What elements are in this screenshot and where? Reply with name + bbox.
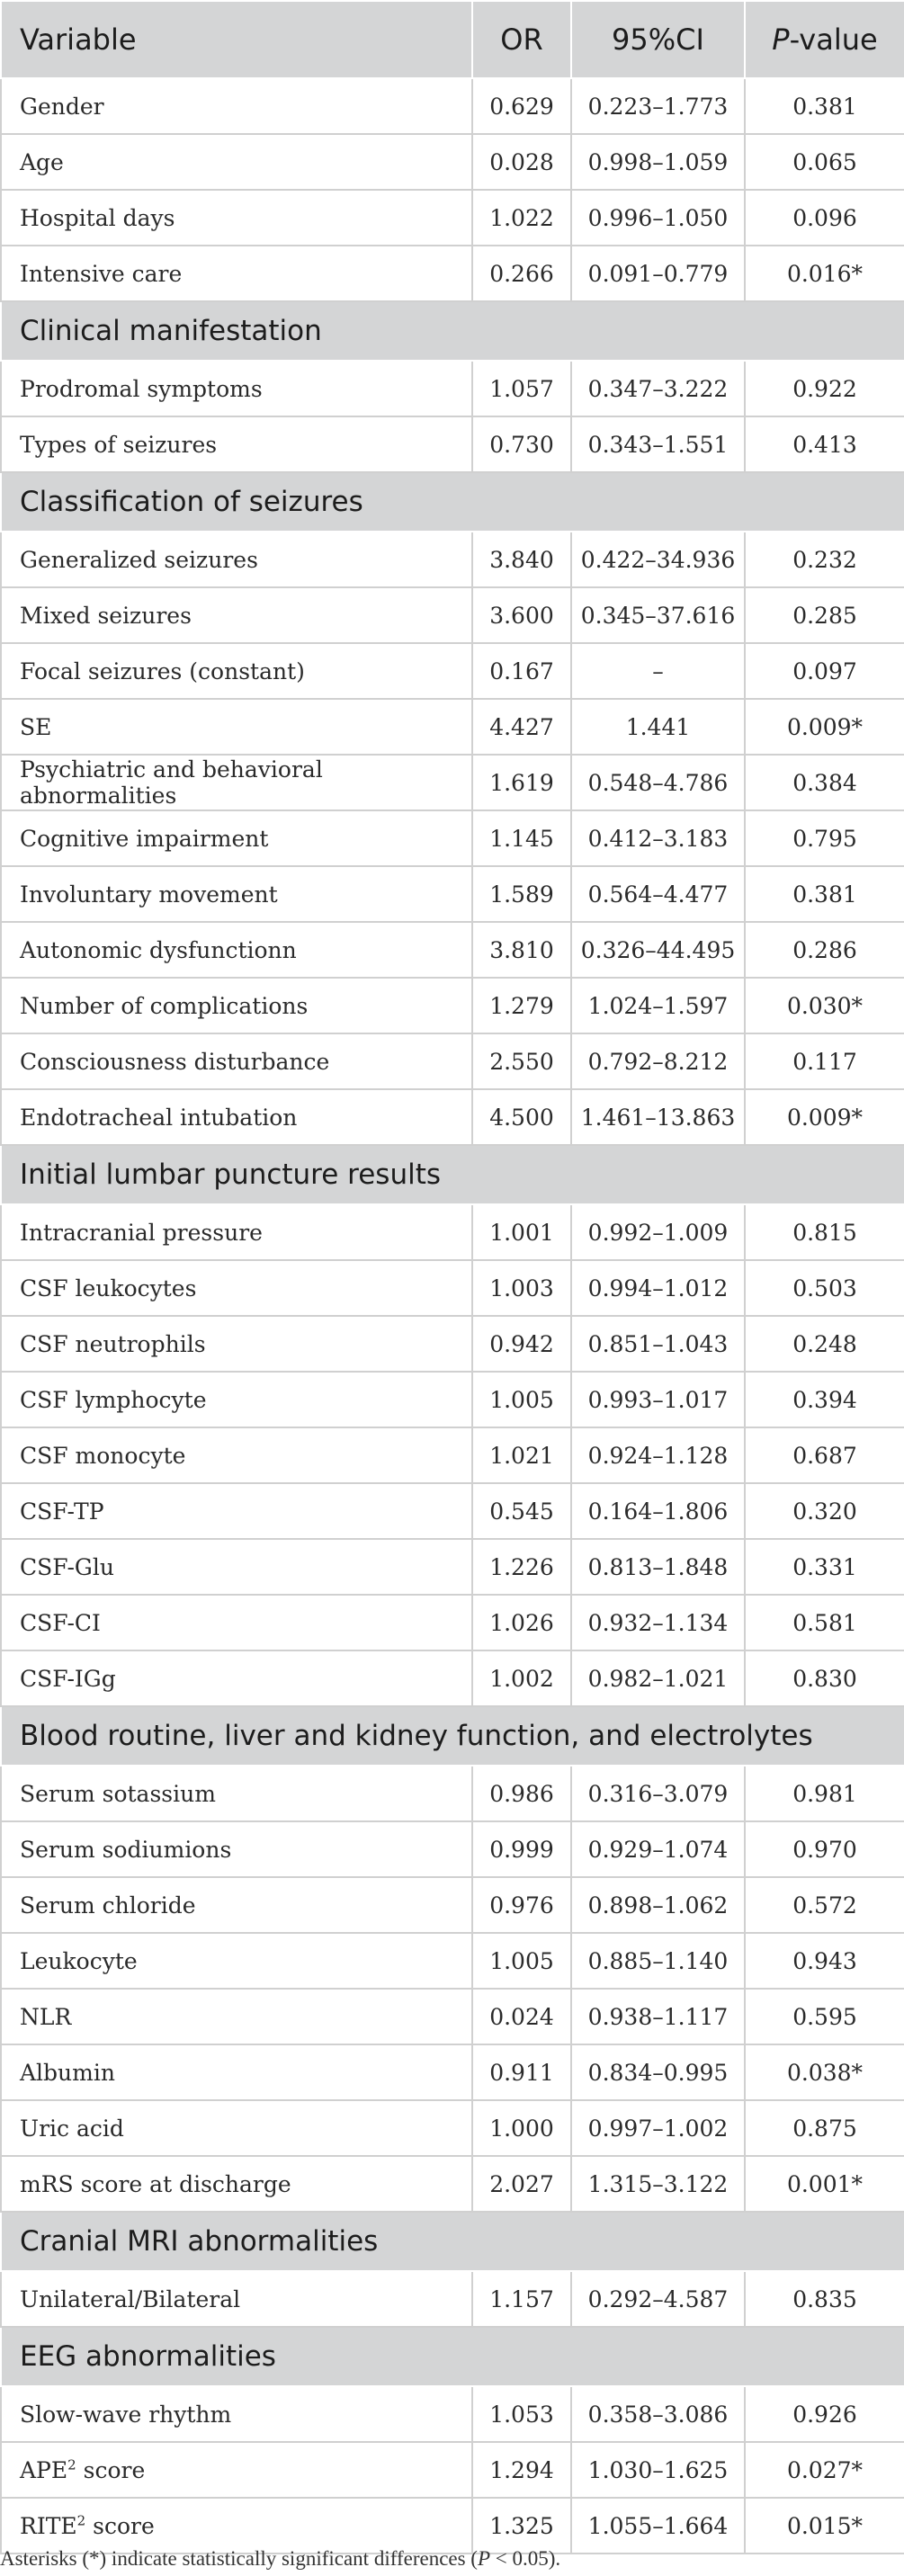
p-value-cell: 0.830: [745, 1650, 904, 1706]
variable-cell: NLR: [1, 1989, 472, 2044]
p-value-cell: 0.381: [745, 866, 904, 922]
or-cell: 0.545: [472, 1483, 571, 1539]
p-value-cell: 0.835: [745, 2271, 904, 2327]
variable-cell: Serum sotassium: [1, 1766, 472, 1821]
p-value-cell: 0.117: [745, 1033, 904, 1089]
p-value-cell: 0.413: [745, 416, 904, 472]
variable-cell: Serum sodiumions: [1, 1821, 472, 1877]
table-row: [1, 643, 904, 699]
ci-cell: 0.343–1.551: [571, 416, 745, 472]
p-value-cell: 0.381: [745, 78, 904, 134]
ci-cell: 0.982–1.021: [571, 1650, 745, 1706]
section-title: Classification of seizures: [1, 472, 904, 532]
table-row: [1, 1427, 904, 1483]
p-value-cell: 0.016*: [745, 246, 904, 301]
ci-cell: 0.834–0.995: [571, 2044, 745, 2100]
variable-cell: Number of complications: [1, 978, 472, 1033]
table-footnote: [0, 2547, 560, 2571]
ci-cell: 0.091–0.779: [571, 246, 745, 301]
table-row: [1, 1766, 904, 1821]
ci-cell: 0.347–3.222: [571, 361, 745, 416]
variable-cell: CSF-TP: [1, 1483, 472, 1539]
header-p-value: [745, 1, 904, 78]
or-cell: 0.266: [472, 246, 571, 301]
or-cell: 1.294: [472, 2442, 571, 2498]
table-row: [1, 2044, 904, 2100]
ci-cell: 0.345–37.616: [571, 587, 745, 643]
p-value-cell: 0.581: [745, 1595, 904, 1650]
ci-cell: 0.993–1.017: [571, 1372, 745, 1427]
variable-cell: Uric acid: [1, 2100, 472, 2156]
variable-cell: mRS score at discharge: [1, 2156, 472, 2212]
footnote-text: Asterisks (*) indicate statistically significant differences (: [0, 2547, 478, 2570]
or-cell: 1.022: [472, 190, 571, 246]
section-row: [1, 2212, 904, 2271]
table-row: [1, 1204, 904, 1260]
p-value-cell: 0.030*: [745, 978, 904, 1033]
footnote-threshold: < 0.05).: [490, 2547, 561, 2570]
table-row: [1, 246, 904, 301]
section-title: Initial lumbar puncture results: [1, 1145, 904, 1204]
ci-cell: 0.924–1.128: [571, 1427, 745, 1483]
variable-cell: CSF-Glu: [1, 1539, 472, 1595]
p-value-cell: 0.097: [745, 643, 904, 699]
variable-superscript: 2: [76, 2512, 86, 2529]
or-cell: 3.840: [472, 532, 571, 587]
or-cell: 3.600: [472, 587, 571, 643]
p-value-cell: 0.232: [745, 532, 904, 587]
or-cell: 1.157: [472, 2271, 571, 2327]
table-row: [1, 866, 904, 922]
variable-cell: Age: [1, 134, 472, 190]
table-row: [1, 2100, 904, 2156]
ci-cell: 0.996–1.050: [571, 190, 745, 246]
p-value-cell: 0.009*: [745, 699, 904, 755]
ci-cell: 0.938–1.117: [571, 1989, 745, 2044]
p-value-cell: 0.027*: [745, 2442, 904, 2498]
header-p-suffix: -value: [789, 22, 878, 57]
header-row: [1, 1, 904, 78]
p-value-cell: 0.595: [745, 1989, 904, 2044]
variable-cell: CSF monocyte: [1, 1427, 472, 1483]
table-row: [1, 978, 904, 1033]
table-row: [1, 1650, 904, 1706]
table-row: [1, 2498, 904, 2554]
or-cell: 0.167: [472, 643, 571, 699]
ci-cell: 0.422–34.936: [571, 532, 745, 587]
section-title: Clinical manifestation: [1, 301, 904, 361]
table-row: [1, 1372, 904, 1427]
or-cell: 1.226: [472, 1539, 571, 1595]
ci-cell: 0.813–1.848: [571, 1539, 745, 1595]
or-cell: 1.005: [472, 1372, 571, 1427]
ci-cell: 1.030–1.625: [571, 2442, 745, 2498]
table-row: [1, 1033, 904, 1089]
variable-name: APE: [20, 2456, 68, 2483]
table-row: [1, 587, 904, 643]
variable-name: RITE: [20, 2512, 77, 2539]
ci-cell: 0.898–1.062: [571, 1877, 745, 1933]
table-row: [1, 78, 904, 134]
or-cell: 1.026: [472, 1595, 571, 1650]
section-row: [1, 472, 904, 532]
or-cell: 2.027: [472, 2156, 571, 2212]
variable-cell: CSF neutrophils: [1, 1316, 472, 1372]
table-row: [1, 699, 904, 755]
ci-cell: 0.326–44.495: [571, 922, 745, 978]
table-row: [1, 361, 904, 416]
or-cell: 1.145: [472, 810, 571, 866]
or-cell: 1.057: [472, 361, 571, 416]
p-value-cell: 0.815: [745, 1204, 904, 1260]
or-cell: 1.619: [472, 755, 571, 810]
variable-cell: CSF lymphocyte: [1, 1372, 472, 1427]
table-row: [1, 1989, 904, 2044]
variable-cell: Types of seizures: [1, 416, 472, 472]
or-cell: 0.730: [472, 416, 571, 472]
table-row: [1, 416, 904, 472]
variable-cell: Leukocyte: [1, 1933, 472, 1989]
ci-cell: 1.024–1.597: [571, 978, 745, 1033]
p-value-cell: 0.503: [745, 1260, 904, 1316]
p-value-cell: 0.795: [745, 810, 904, 866]
p-value-cell: 0.687: [745, 1427, 904, 1483]
p-value-cell: 0.331: [745, 1539, 904, 1595]
variable-name-suffix: score: [76, 2456, 146, 2483]
variable-cell: CSF leukocytes: [1, 1260, 472, 1316]
p-value-cell: 0.320: [745, 1483, 904, 1539]
table-header: [1, 1, 904, 78]
or-cell: 0.976: [472, 1877, 571, 1933]
ci-cell: 0.548–4.786: [571, 755, 745, 810]
ci-cell: 1.461–13.863: [571, 1089, 745, 1145]
table-row: [1, 2442, 904, 2498]
p-value-cell: 0.065: [745, 134, 904, 190]
table-row: [1, 810, 904, 866]
or-cell: 1.001: [472, 1204, 571, 1260]
header-p-letter: P: [772, 22, 790, 57]
p-value-cell: 0.009*: [745, 1089, 904, 1145]
ci-cell: 1.441: [571, 699, 745, 755]
variable-cell: Consciousness disturbance: [1, 1033, 472, 1089]
variable-cell: Serum chloride: [1, 1877, 472, 1933]
section-title: Blood routine, liver and kidney function, and electrolytes: [1, 1706, 904, 1766]
or-cell: 3.810: [472, 922, 571, 978]
or-cell: 4.500: [472, 1089, 571, 1145]
variable-superscript: 2: [67, 2456, 76, 2473]
section-row: [1, 1145, 904, 1204]
variable-cell: Mixed seizures: [1, 587, 472, 643]
p-value-cell: 0.926: [745, 2386, 904, 2442]
table-row: [1, 755, 904, 810]
ci-cell: 0.997–1.002: [571, 2100, 745, 2156]
header-ci: 95%CI: [571, 1, 745, 78]
p-value-cell: 0.038*: [745, 2044, 904, 2100]
p-value-cell: 0.970: [745, 1821, 904, 1877]
p-value-cell: 0.286: [745, 922, 904, 978]
table-row: [1, 190, 904, 246]
or-cell: 4.427: [472, 699, 571, 755]
table-row: [1, 1821, 904, 1877]
p-value-cell: 0.981: [745, 1766, 904, 1821]
ci-cell: 1.055–1.664: [571, 2498, 745, 2554]
variable-cell: Cognitive impairment: [1, 810, 472, 866]
ci-cell: 0.316–3.079: [571, 1766, 745, 1821]
header-variable: Variable: [1, 1, 472, 78]
p-value-cell: 0.285: [745, 587, 904, 643]
table-body: [1, 78, 904, 2554]
table-row: [1, 1933, 904, 1989]
table-row: [1, 1539, 904, 1595]
or-cell: 1.003: [472, 1260, 571, 1316]
variable-cell: Endotracheal intubation: [1, 1089, 472, 1145]
variable-cell: Unilateral/Bilateral: [1, 2271, 472, 2327]
table-row: [1, 2156, 904, 2212]
variable-cell: Prodromal symptoms: [1, 361, 472, 416]
table-row: [1, 2271, 904, 2327]
variable-cell: Intracranial pressure: [1, 1204, 472, 1260]
table-row: [1, 1316, 904, 1372]
variable-cell: Gender: [1, 78, 472, 134]
ci-cell: 0.564–4.477: [571, 866, 745, 922]
table-row: [1, 922, 904, 978]
or-cell: 1.000: [472, 2100, 571, 2156]
or-cell: 1.589: [472, 866, 571, 922]
p-value-cell: 0.875: [745, 2100, 904, 2156]
p-value-cell: 0.394: [745, 1372, 904, 1427]
p-value-cell: 0.015*: [745, 2498, 904, 2554]
table-row: [1, 532, 904, 587]
table-row: [1, 1595, 904, 1650]
ci-cell: 0.885–1.140: [571, 1933, 745, 1989]
variable-cell: Generalized seizures: [1, 532, 472, 587]
ci-cell: 0.358–3.086: [571, 2386, 745, 2442]
variable-cell: [1, 2498, 472, 2554]
or-cell: 1.021: [472, 1427, 571, 1483]
variable-cell: SE: [1, 699, 472, 755]
ci-cell: 0.792–8.212: [571, 1033, 745, 1089]
footnote-p-letter: P: [477, 2547, 491, 2570]
or-cell: 1.053: [472, 2386, 571, 2442]
p-value-cell: 0.943: [745, 1933, 904, 1989]
variable-cell: Autonomic dysfunctionn: [1, 922, 472, 978]
variable-cell: [1, 2442, 472, 2498]
ci-cell: –: [571, 643, 745, 699]
ci-cell: 0.994–1.012: [571, 1260, 745, 1316]
table-row: [1, 1483, 904, 1539]
table-row: [1, 1260, 904, 1316]
ci-cell: 0.164–1.806: [571, 1483, 745, 1539]
table-row: [1, 1877, 904, 1933]
ci-cell: 0.932–1.134: [571, 1595, 745, 1650]
or-cell: 0.986: [472, 1766, 571, 1821]
ci-cell: 0.992–1.009: [571, 1204, 745, 1260]
variable-name-suffix: score: [85, 2512, 155, 2539]
section-row: [1, 1706, 904, 1766]
variable-cell: Focal seizures (constant): [1, 643, 472, 699]
table-row: [1, 1089, 904, 1145]
table-row: [1, 134, 904, 190]
section-title: Cranial MRI abnormalities: [1, 2212, 904, 2271]
or-cell: 1.279: [472, 978, 571, 1033]
or-cell: 1.325: [472, 2498, 571, 2554]
ci-cell: 0.929–1.074: [571, 1821, 745, 1877]
variable-cell: Intensive care: [1, 246, 472, 301]
section-row: [1, 301, 904, 361]
ci-cell: 0.851–1.043: [571, 1316, 745, 1372]
variable-cell: CSF-IGg: [1, 1650, 472, 1706]
header-or: OR: [472, 1, 571, 78]
variable-cell: Hospital days: [1, 190, 472, 246]
p-value-cell: 0.572: [745, 1877, 904, 1933]
ci-cell: 0.292–4.587: [571, 2271, 745, 2327]
ci-cell: 1.315–3.122: [571, 2156, 745, 2212]
p-value-cell: 0.248: [745, 1316, 904, 1372]
p-value-cell: 0.384: [745, 755, 904, 810]
or-cell: 0.024: [472, 1989, 571, 2044]
ci-cell: 0.998–1.059: [571, 134, 745, 190]
variable-cell: Psychiatric and behavioral abnormalities: [1, 755, 472, 810]
or-cell: 1.005: [472, 1933, 571, 1989]
table-row: [1, 2386, 904, 2442]
p-value-cell: 0.922: [745, 361, 904, 416]
or-cell: 0.028: [472, 134, 571, 190]
variable-cell: Slow-wave rhythm: [1, 2386, 472, 2442]
p-value-cell: 0.001*: [745, 2156, 904, 2212]
ci-cell: 0.412–3.183: [571, 810, 745, 866]
variable-cell: Albumin: [1, 2044, 472, 2100]
p-value-cell: 0.096: [745, 190, 904, 246]
ci-cell: 0.223–1.773: [571, 78, 745, 134]
section-row: [1, 2327, 904, 2386]
or-cell: 0.942: [472, 1316, 571, 1372]
variable-cell: Involuntary movement: [1, 866, 472, 922]
or-cell: 0.911: [472, 2044, 571, 2100]
or-cell: 1.002: [472, 1650, 571, 1706]
or-cell: 0.629: [472, 78, 571, 134]
variable-cell: CSF-CI: [1, 1595, 472, 1650]
section-title: EEG abnormalities: [1, 2327, 904, 2386]
or-cell: 2.550: [472, 1033, 571, 1089]
or-cell: 0.999: [472, 1821, 571, 1877]
